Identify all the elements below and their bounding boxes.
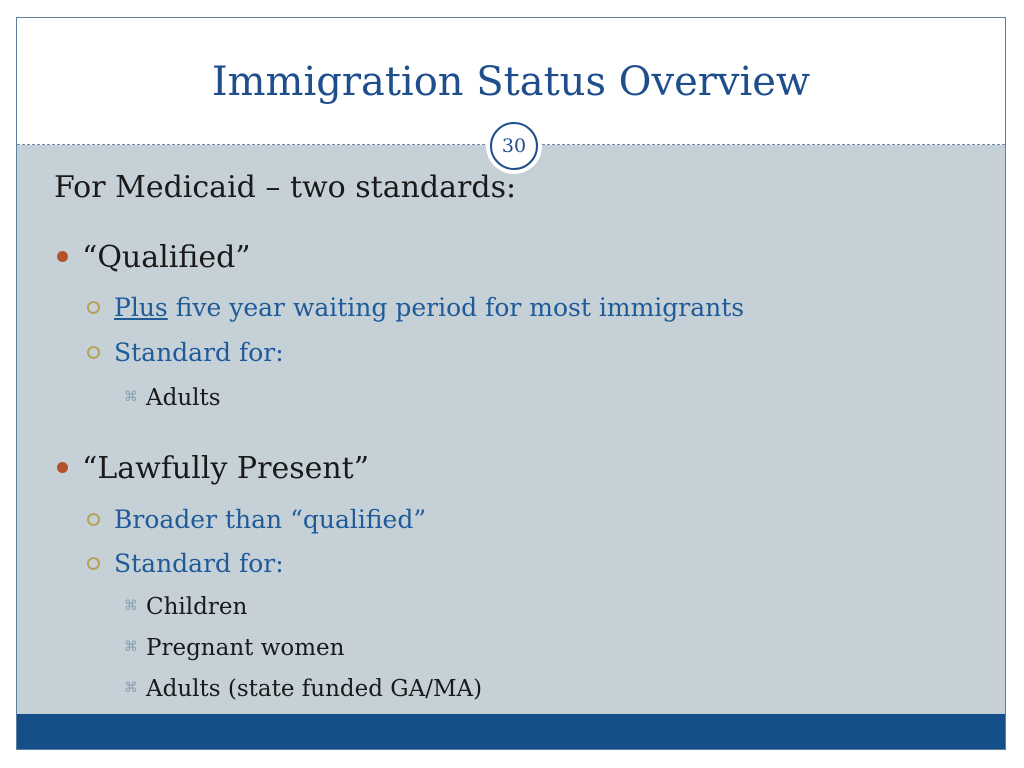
hollow-circle-bullet-icon xyxy=(87,301,100,314)
list-item-label: Adults (state funded GA/MA) xyxy=(146,676,483,702)
bullet-qualified xyxy=(57,240,251,275)
list-item-adults-state-funded xyxy=(124,676,482,702)
list-item-children xyxy=(124,594,247,620)
hollow-circle-bullet-icon xyxy=(87,557,100,570)
cross-bullet-icon: ⌘ xyxy=(124,680,138,696)
intro-text: For Medicaid – two standards: xyxy=(54,170,517,205)
page-number: 30 xyxy=(490,122,538,170)
bullet-lawfully-present xyxy=(57,451,369,486)
filled-circle-bullet-icon xyxy=(57,462,68,473)
hollow-circle-bullet-icon xyxy=(87,346,100,359)
slide-body xyxy=(17,18,1005,749)
sub-bullet-qualified-standard xyxy=(87,338,284,367)
footer-bar xyxy=(17,714,1005,749)
lawfully-present-standard-label: Standard for: xyxy=(114,549,284,578)
cross-bullet-icon: ⌘ xyxy=(124,389,138,405)
slide xyxy=(16,17,1006,750)
bullet-qualified-label: “Qualified” xyxy=(82,240,251,275)
plus-word: Plus xyxy=(114,293,168,322)
list-item-pregnant-women xyxy=(124,635,344,661)
cross-bullet-icon: ⌘ xyxy=(124,639,138,655)
sub-bullet-lawfully-present-standard xyxy=(87,549,284,578)
hollow-circle-bullet-icon xyxy=(87,513,100,526)
list-item-qualified-adults xyxy=(124,385,221,411)
list-item-label: Pregnant women xyxy=(146,635,345,661)
qualified-standard-label: Standard for: xyxy=(114,338,284,367)
slide-title: Immigration Status Overview xyxy=(211,59,811,105)
sub-bullet-waiting-period xyxy=(87,293,744,322)
sub-bullet-broader xyxy=(87,505,426,534)
list-item-label: Adults xyxy=(146,385,221,411)
list-item-label: Children xyxy=(146,594,248,620)
broader-text: Broader than “qualified” xyxy=(114,505,427,534)
waiting-period-text: five year waiting period for most immigrants xyxy=(167,293,745,322)
filled-circle-bullet-icon xyxy=(57,251,68,262)
cross-bullet-icon: ⌘ xyxy=(124,598,138,614)
bullet-lawfully-present-label: “Lawfully Present” xyxy=(82,451,370,486)
